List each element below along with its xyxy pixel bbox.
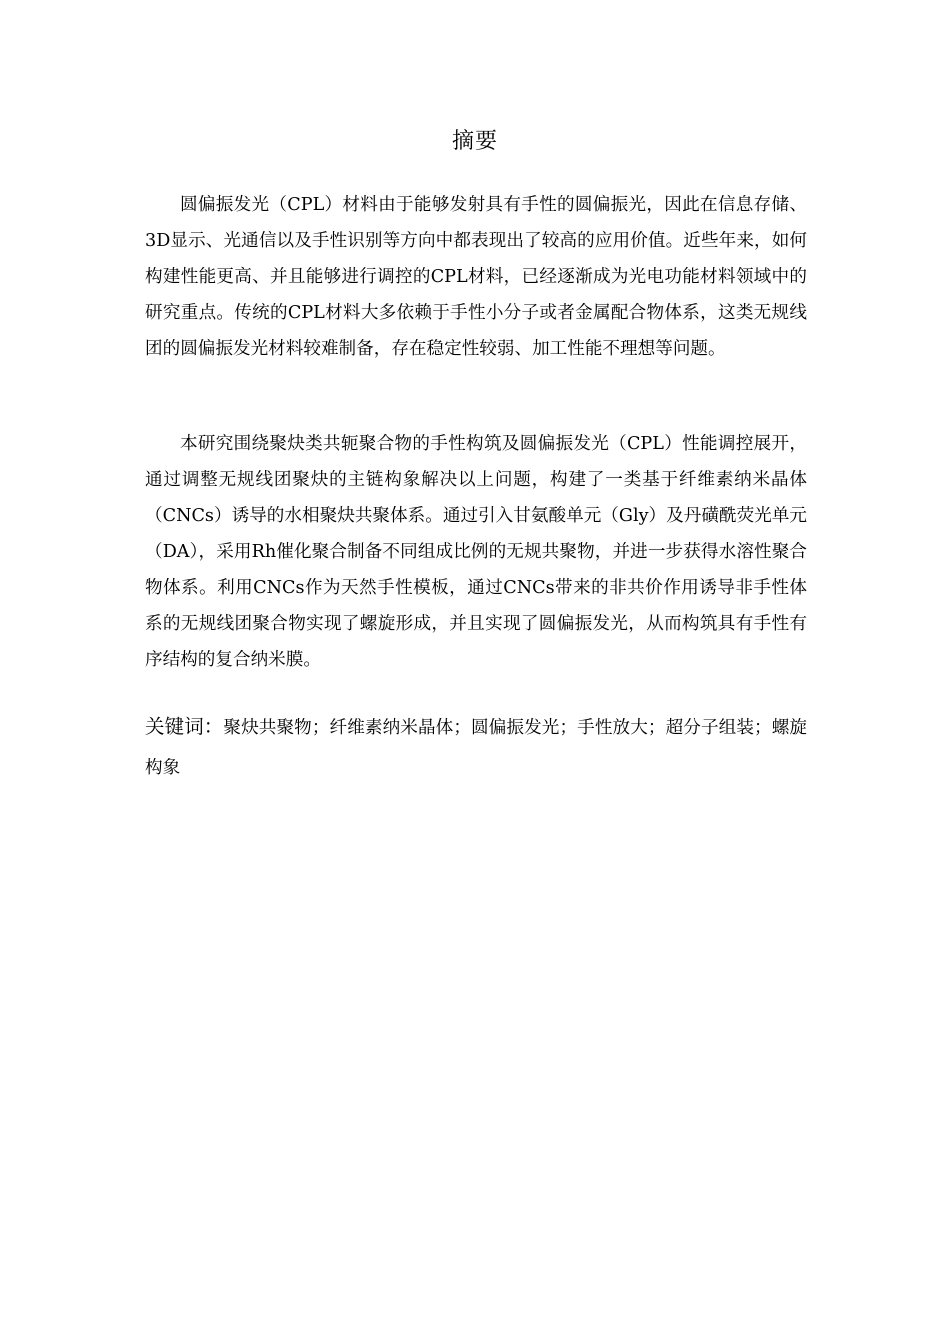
keywords-label: 关键词： [145, 715, 224, 738]
keywords-line [145, 707, 807, 788]
abstract-title: 摘要 [451, 129, 498, 154]
abstract-paragraph-2: 本研究围绕聚炔类共轭聚合物的手性构筑及圆偏振发光（CPL）性能调控展开，通过调整无规线团聚炔的主链构象解决以上问题，构建了一类基于纤维素纳米晶体（CNCs）诱导的水相聚炔共聚体系。通过引入甘氨酸单元（Gly）及丹磺酰荧光单元（DA），采用Rh催化聚合制备不同组成比例的无规共聚物，并进一步获得水溶性聚合物体系。利用CNCs作为天然手性模板，通过CNCs带来的非共价作用诱导非手性体系的无规线团聚合物实现了螺旋形成，并且实现了圆偏振发光，从而构筑具有手性有序结构的复合纳米膜。 [145, 434, 807, 670]
keywords-text: 聚炔共聚物；纤维素纳米晶体；圆偏振发光；手性放大；超分子组装；螺旋构象 [145, 718, 807, 778]
abstract-paragraph-1: 圆偏振发光（CPL）材料由于能够发射具有手性的圆偏振光，因此在信息存储、3D显示、光通信以及手性识别等方向中都表现出了较高的应用价值。近些年来，如何构建性能更高、并且能够进行调控的CPL材料，已经逐渐成为光电功能材料领域中的研究重点。传统的CPL材料大多依赖于手性小分子或者金属配合物体系，这类无规线团的圆偏振发光材料较难制备，存在稳定性较弱、加工性能不理想等问题。 [145, 195, 807, 359]
